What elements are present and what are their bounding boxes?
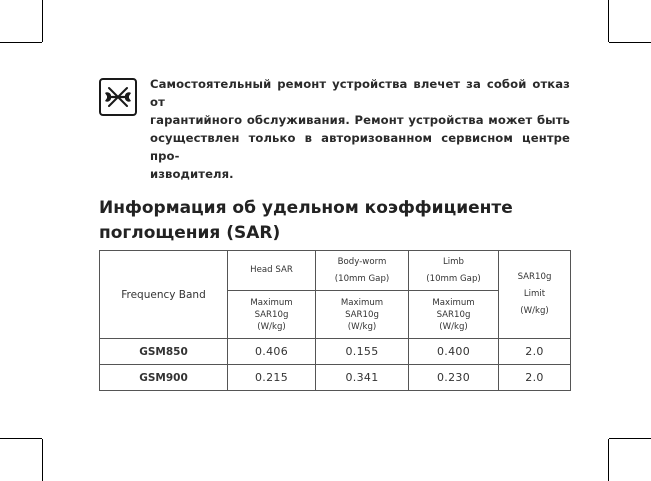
limit-value-cell: 2.0	[499, 365, 571, 391]
sar-limit-header	[499, 251, 571, 339]
crop-mark-bottom-right-h	[609, 438, 651, 439]
limb-header	[409, 251, 499, 291]
head-sar-header	[228, 251, 316, 291]
crop-mark-top-left-h	[0, 42, 42, 43]
no-tools-icon	[99, 78, 137, 116]
body-value-cell: 0.341	[316, 365, 409, 391]
limb-unit-2: SAR10g	[436, 309, 471, 320]
table-row	[100, 365, 571, 391]
crop-mark-top-right-h	[609, 42, 651, 43]
head-unit-2: SAR10g	[254, 309, 289, 320]
limb-unit-1: Maximum	[432, 297, 475, 308]
body-unit-header	[316, 291, 409, 339]
warning-line-3: осуществлен только в авторизованном сервисном центре про-	[150, 131, 570, 163]
crop-mark-bottom-left-h	[0, 438, 42, 439]
band-cell: GSM850	[100, 339, 228, 365]
sar-section-title	[99, 196, 579, 246]
crop-mark-top-left-v	[42, 0, 43, 42]
body-unit-1: Maximum	[340, 297, 384, 308]
crop-mark-bottom-left-v	[42, 439, 43, 481]
limit-line-2: Limit	[523, 289, 546, 299]
body-unit-3: (W/kg)	[347, 321, 377, 332]
limb-label: Limb	[442, 256, 464, 267]
crop-mark-bottom-right-v	[608, 439, 609, 481]
body-unit-2: SAR10g	[345, 309, 379, 320]
head-sar-label: Head SAR	[250, 265, 293, 275]
head-unit-1: Maximum	[250, 297, 293, 308]
warning-line-4: изводителя.	[150, 167, 234, 181]
head-unit-header	[228, 291, 316, 339]
sar-table	[99, 250, 571, 391]
limb-value-cell: 0.230	[409, 365, 499, 391]
warranty-warning-text	[150, 75, 570, 183]
crop-mark-top-right-v	[608, 0, 609, 42]
body-value-cell: 0.155	[316, 339, 409, 365]
body-worn-header	[316, 251, 409, 291]
table-row	[100, 339, 571, 365]
frequency-band-header: Frequency Band	[100, 251, 228, 339]
limit-value-cell: 2.0	[499, 339, 571, 365]
head-value-cell: 0.215	[228, 365, 316, 391]
limb-unit-header	[409, 291, 499, 339]
head-value-cell: 0.406	[228, 339, 316, 365]
limit-line-1: SAR10g	[517, 272, 552, 282]
limb-gap: (10mm Gap)	[426, 273, 481, 284]
limit-line-3: (W/kg)	[520, 306, 549, 316]
sar-title-line-1: Информация об удельном коэффициенте	[99, 198, 513, 218]
limb-value-cell: 0.400	[409, 339, 499, 365]
limb-unit-3: (W/kg)	[439, 321, 468, 332]
body-worn-label: Body-worm	[337, 256, 387, 267]
warning-line-1: Самостоятельный ремонт устройства влечет за собой отказ от	[150, 77, 570, 109]
head-unit-3: (W/kg)	[257, 321, 286, 332]
band-cell: GSM900	[100, 365, 228, 391]
sar-title-line-2: поглощения (SAR)	[99, 223, 281, 243]
body-worn-gap: (10mm Gap)	[334, 273, 390, 284]
warning-line-2: гарантийного обслуживания. Ремонт устройства может быть	[150, 113, 570, 127]
table-header-row-1	[100, 251, 571, 291]
